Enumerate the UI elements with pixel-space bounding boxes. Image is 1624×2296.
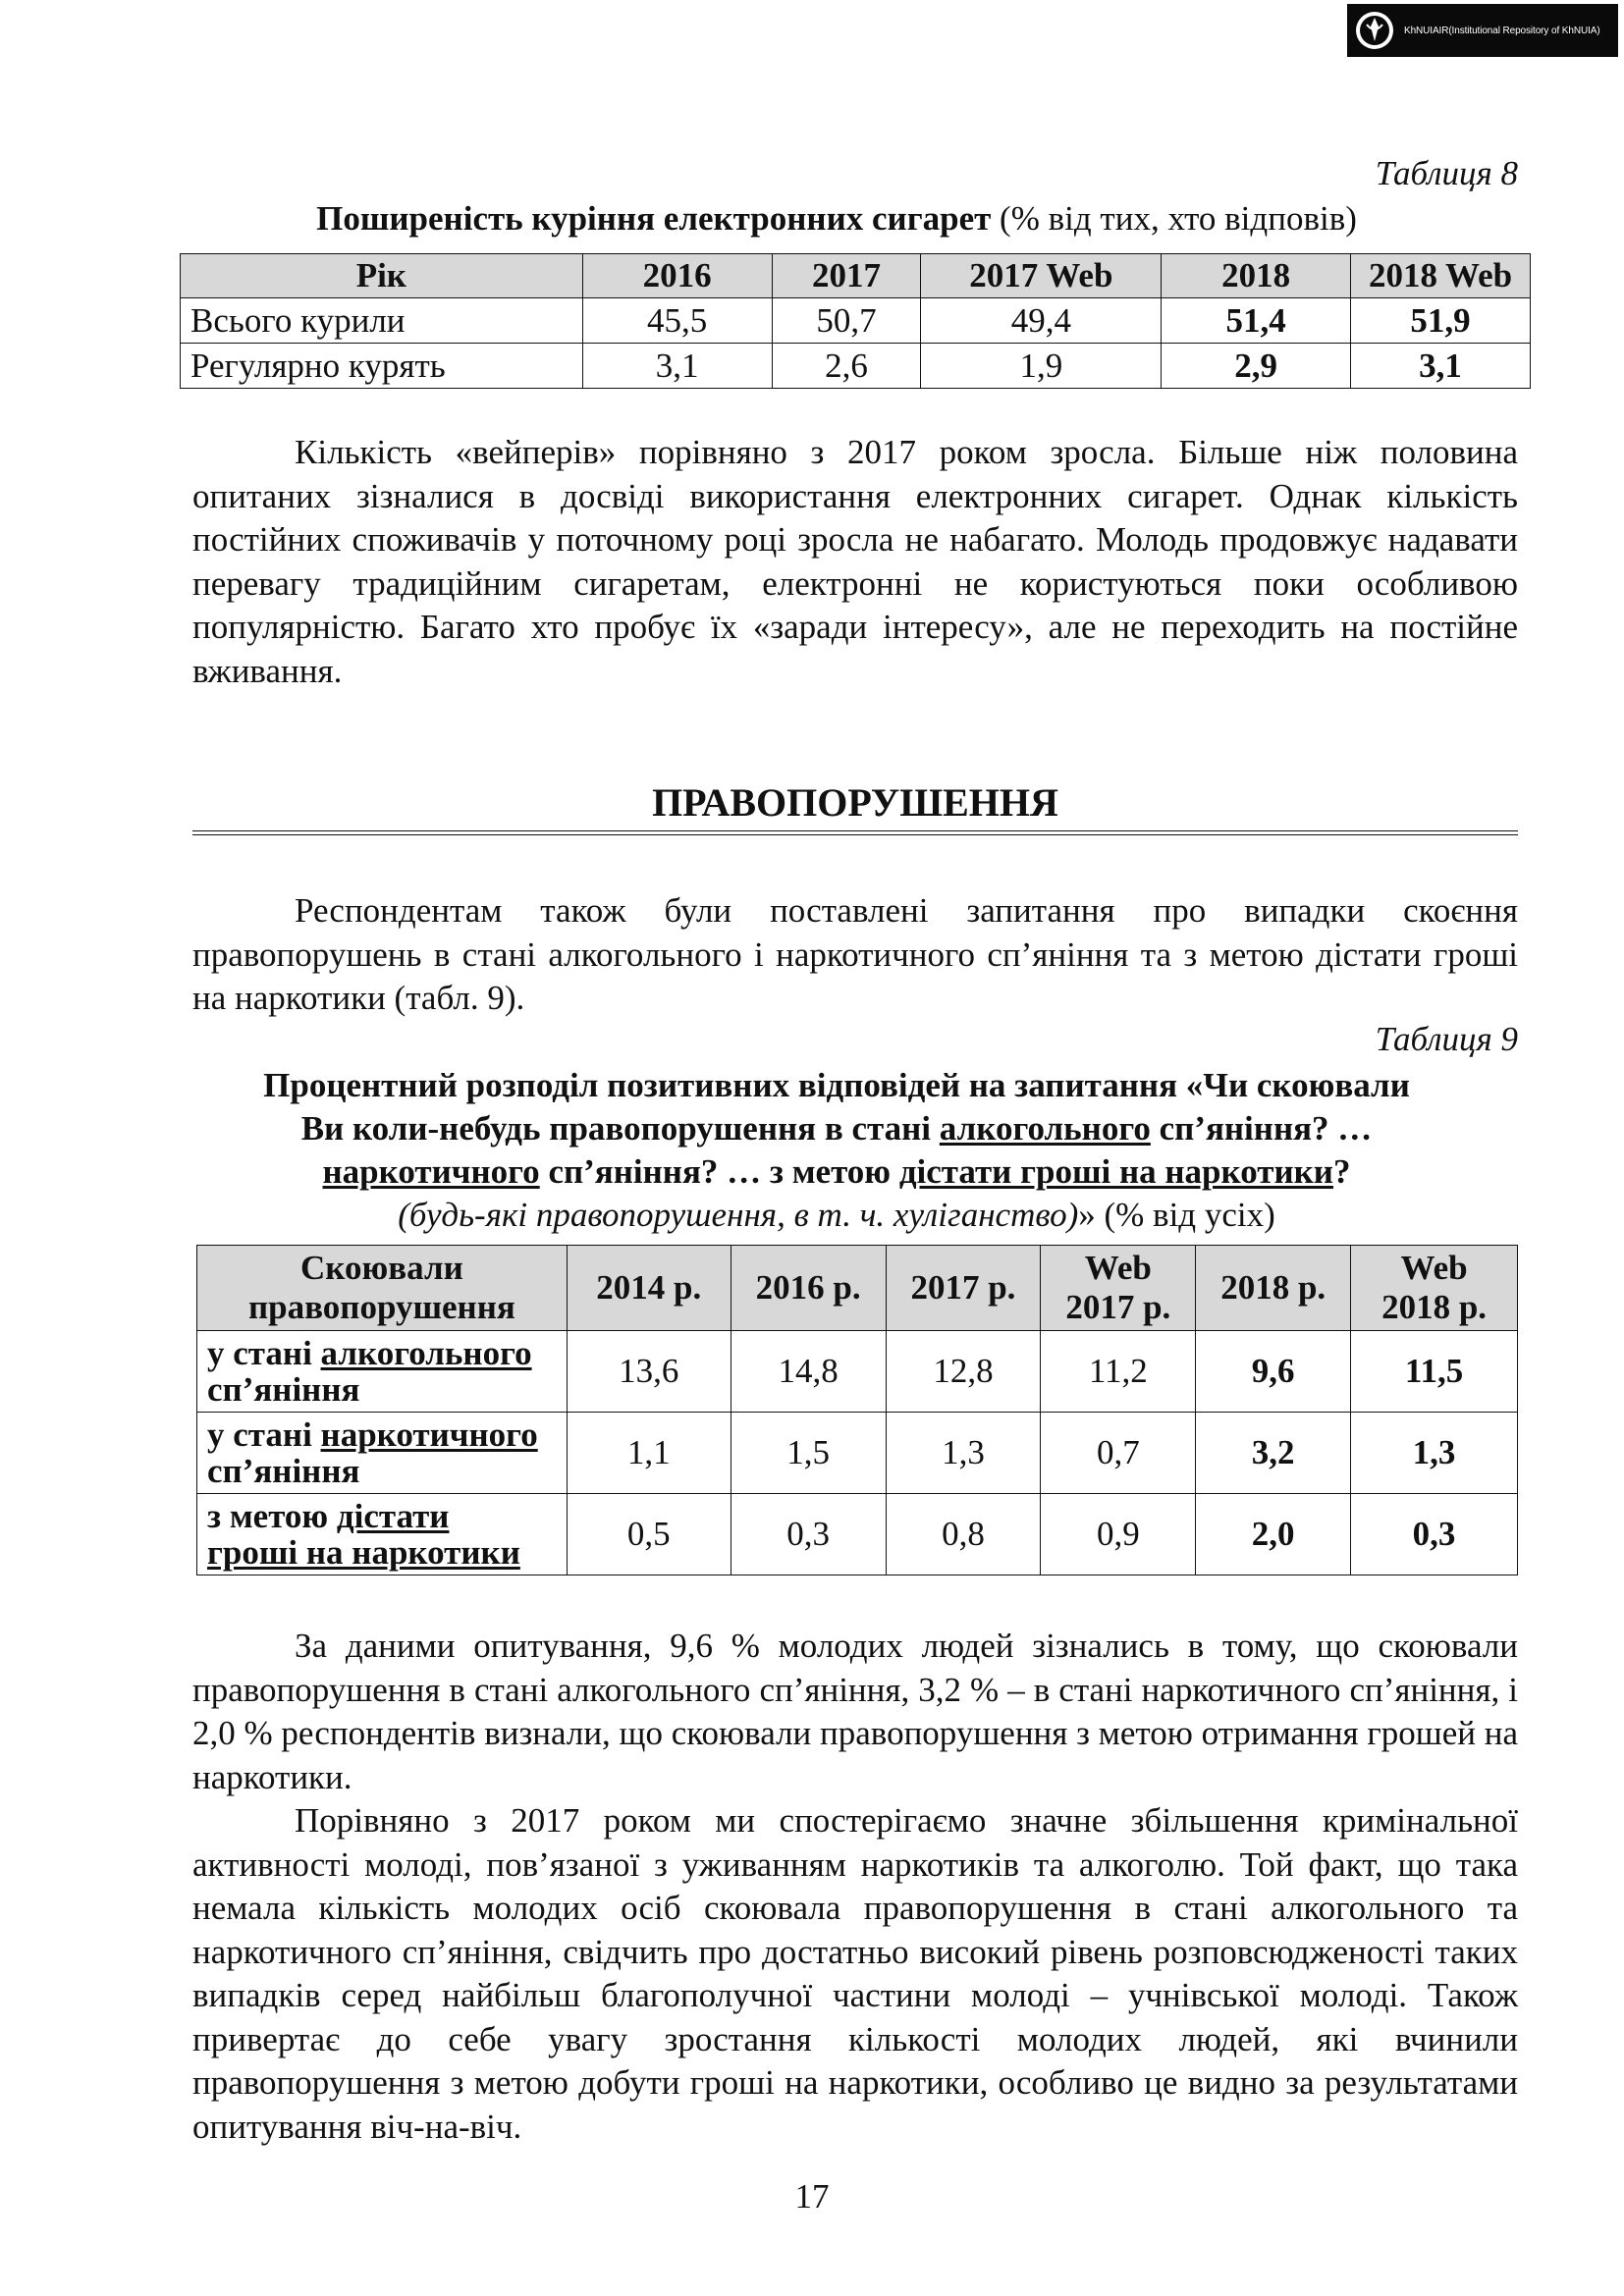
- table8-header-cell: 2017: [772, 254, 921, 298]
- table9-cell: 1,3: [1351, 1413, 1518, 1494]
- repository-badge: [1347, 4, 1618, 57]
- table8-header-cell: 2017 Web: [921, 254, 1162, 298]
- paragraph-text: Кількість «вейперів» порівняно з 2017 роком зросла. Більше ніж половина опитаних зізналися в досвіді використання електронних сигарет. Однак кількість постійних споживачів у поточному році зросла не набагато. Молодь продовжує надавати перевагу традиційним сигаретам, електронні не користуються поки особливою популярністю. Багато хто пробує їх «заради інтересу», але не переходить на постійне вживання.: [192, 433, 1518, 690]
- label-text: сп’яніння: [207, 1452, 360, 1490]
- table9-cell: 9,6: [1196, 1331, 1351, 1413]
- university-emblem-icon: [1353, 9, 1396, 52]
- table-row: [197, 1494, 1518, 1575]
- repository-badge-text: KhNUIAIR(Institutional Repository of KhNUIA): [1404, 25, 1600, 36]
- title-underlined: алкогольного: [939, 1109, 1151, 1148]
- body-paragraph: [192, 1625, 1518, 2149]
- section-divider: [192, 830, 1518, 835]
- table9-header-row: [197, 1246, 1518, 1331]
- table8-cell: 2,9: [1162, 344, 1351, 389]
- title-underlined: дістати гроші на наркотики: [898, 1152, 1333, 1191]
- table8-row-label: Регулярно курять: [181, 344, 583, 389]
- table9-row-label: [197, 1494, 568, 1575]
- paragraph-text: Респондентам також були поставлені запитання про випадки скоєння правопорушень в стані алкогольного і наркотичного сп’яніння та з метою дістати гроші на наркотики (табл. 9).: [192, 891, 1518, 1017]
- body-paragraph: [192, 431, 1518, 693]
- table9-title-line: Процентний розподіл позитивних відповідей на запитання «Чи скоювали: [263, 1066, 1410, 1104]
- header-text: Скоювали: [300, 1249, 463, 1287]
- label-underlined: алкогольного: [320, 1334, 532, 1372]
- paragraph-text: Порівняно з 2017 роком ми спостерігаємо значне збільшення кримінальної активності молоді, пов’язаної з уживанням наркотиків та алкоголю. Той факт, що така немала кількість молодих осіб скоювала правопорушення в стані алкогольного та наркотичного сп’яніння, свідчить про достатньо високий рівень розповсюдженості таких випадків серед найбільш благополучної частини молоді – учнівської молоді. Також привертає до себе увагу зростання кількості молодих людей, які вчинили правопорушення з метою добути гроші на наркотики, особливо це видно за результатами опитування віч-на-віч.: [192, 1801, 1518, 2146]
- table8-cell: 1,9: [921, 344, 1162, 389]
- title-text: ?: [1332, 1152, 1351, 1191]
- table9-cell: 1,1: [567, 1413, 731, 1494]
- table9-header-cell: 2016 р.: [731, 1246, 886, 1331]
- table8-caption: Таблиця 8: [1375, 154, 1518, 192]
- header-text: Web: [1084, 1249, 1152, 1287]
- table8-cell: 51,4: [1162, 298, 1351, 344]
- header-text: 2017 р.: [1065, 1288, 1171, 1326]
- table8-cell: 45,5: [582, 298, 772, 344]
- table8-cell: 51,9: [1351, 298, 1531, 344]
- table9-cell: 0,5: [567, 1494, 731, 1575]
- header-text: 2018 р.: [1381, 1288, 1488, 1326]
- header-text: Web: [1400, 1249, 1468, 1287]
- table9-header-cell: 2014 р.: [567, 1246, 731, 1331]
- table8-title-bold: Поширеність куріння електронних сигарет: [316, 199, 992, 238]
- table8-cell: 3,1: [1351, 344, 1531, 389]
- table9-cell: 1,3: [886, 1413, 1041, 1494]
- body-paragraph: [192, 889, 1518, 1021]
- table9-cell: 13,6: [567, 1331, 731, 1413]
- table9-cell: 2,0: [1196, 1494, 1351, 1575]
- table9: [196, 1245, 1518, 1575]
- table-row: [197, 1331, 1518, 1413]
- table9-title-line: [147, 1107, 1526, 1150]
- table8-header-cell: 2018: [1162, 254, 1351, 298]
- label-text: у стані: [207, 1415, 321, 1454]
- table9-cell: 0,3: [731, 1494, 886, 1575]
- title-italic: (будь-які правопорушення, в т. ч. хуліганство): [398, 1196, 1079, 1234]
- table9-row-label: [197, 1413, 568, 1494]
- table-row: [181, 344, 1531, 389]
- paragraph-text: За даними опитування, 9,6 % молодих людей зізнались в тому, що скоювали правопорушення в стані алкогольного сп’яніння, 3,2 % – в стані наркотичного сп’яніння, і 2,0 % респондентів визнали, що скоювали правопорушення з метою отримання грошей на наркотики.: [192, 1627, 1518, 1796]
- label-text: з метою: [207, 1497, 337, 1535]
- table9-header-cell: 2017 р.: [886, 1246, 1041, 1331]
- table9-cell: 12,8: [886, 1331, 1041, 1413]
- label-underlined: наркотичного: [320, 1415, 538, 1454]
- table-row: [197, 1413, 1518, 1494]
- title-text: Ви коли-небудь правопорушення в стані: [300, 1109, 940, 1148]
- table9-cell: 11,2: [1041, 1331, 1196, 1413]
- table9-header-cell: [1351, 1246, 1518, 1331]
- table9-title: [147, 1064, 1526, 1237]
- table9-title-line: [147, 1194, 1526, 1237]
- table9-cell: 0,9: [1041, 1494, 1196, 1575]
- table9-row-label: [197, 1331, 568, 1413]
- table9-cell: 0,7: [1041, 1413, 1196, 1494]
- table8-header-row: [181, 254, 1531, 298]
- table8-row-label: Всього курили: [181, 298, 583, 344]
- table9-cell: 11,5: [1351, 1331, 1518, 1413]
- table9-cell: 0,8: [886, 1494, 1041, 1575]
- table9-header-cell: 2018 р.: [1196, 1246, 1351, 1331]
- label-underlined: гроші на наркотики: [207, 1533, 520, 1572]
- table9-header-cell: [1041, 1246, 1196, 1331]
- title-text: сп’яніння? …: [1150, 1109, 1373, 1148]
- table8-cell: 2,6: [772, 344, 921, 389]
- table8: [180, 253, 1531, 389]
- table9-header-cell: [197, 1246, 568, 1331]
- table9-caption: Таблиця 9: [1375, 1020, 1518, 1058]
- table9-cell: 3,2: [1196, 1413, 1351, 1494]
- table9-title-line: [147, 1150, 1526, 1194]
- table8-header-cell: Рік: [181, 254, 583, 298]
- label-text: у стані: [207, 1334, 321, 1372]
- table8-header-cell: 2016: [582, 254, 772, 298]
- table8-cell: 3,1: [582, 344, 772, 389]
- table8-title: [147, 197, 1526, 240]
- page-number: 17: [794, 2177, 830, 2216]
- table9-cell: 1,5: [731, 1413, 886, 1494]
- table9-cell: 14,8: [731, 1331, 886, 1413]
- table8-header-cell: 2018 Web: [1351, 254, 1531, 298]
- table9-cell: 0,3: [1351, 1494, 1518, 1575]
- section-heading: ПРАВОПОРУШЕННЯ: [652, 780, 1058, 825]
- label-text: сп’яніння: [207, 1370, 360, 1409]
- table8-title-rest: (% від тих, хто відповів): [991, 199, 1357, 238]
- table8-cell: 50,7: [772, 298, 921, 344]
- header-text: правопорушення: [248, 1288, 515, 1326]
- title-underlined: наркотичного: [322, 1152, 540, 1191]
- title-text: » (% від усіх): [1078, 1196, 1275, 1234]
- table-row: [181, 298, 1531, 344]
- table8-cell: 49,4: [921, 298, 1162, 344]
- title-text: сп’яніння? … з метою: [539, 1152, 899, 1191]
- label-underlined: дістати: [336, 1497, 450, 1535]
